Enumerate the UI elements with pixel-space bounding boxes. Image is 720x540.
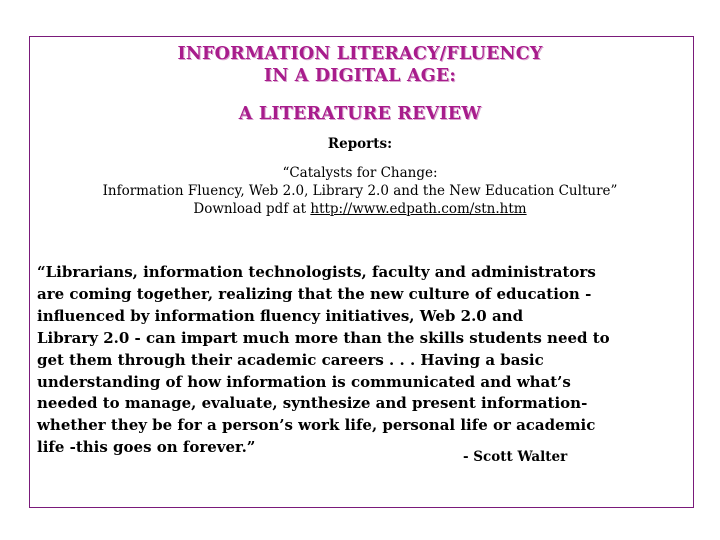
quote-block <box>37 262 687 459</box>
quote-line: understanding of how information is communicated and what’s <box>37 372 571 391</box>
quote-line: are coming together, realizing that the new culture of education - <box>37 284 592 303</box>
title-line-1: INFORMATION LITERACY/FLUENCY <box>177 44 543 64</box>
quote-line: Library 2.0 - can impart much more than the skills students need to <box>37 328 610 347</box>
quote-line: whether they be for a person’s work life, personal life or academic <box>37 416 596 435</box>
download-link[interactable]: http://www.edpath.com/stn.htm <box>310 201 527 217</box>
quote-line: needed to manage, evaluate, synthesize and present information- <box>37 394 588 413</box>
reports-label: Reports: <box>327 136 393 152</box>
download-prefix: Download pdf at <box>193 201 311 217</box>
quote-line: “Librarians, information technologists, faculty and administrators <box>37 263 596 281</box>
quote-line: get them through their academic careers . . . Having a basic <box>37 350 544 369</box>
reference-line-2: Information Fluency, Web 2.0, Library 2.0 and the New Education Culture” <box>102 183 618 199</box>
quote-line: influenced by information fluency initiatives, Web 2.0 and <box>37 306 524 325</box>
reference-download <box>0 200 720 218</box>
reference-line-1: “Catalysts for Change: <box>282 165 438 181</box>
subtitle: A LITERATURE REVIEW <box>238 104 482 124</box>
title-line-2: IN A DIGITAL AGE: <box>263 66 457 86</box>
quote-line: life -this goes on forever.” <box>37 438 256 457</box>
quote-attribution: - Scott Walter <box>463 449 568 465</box>
